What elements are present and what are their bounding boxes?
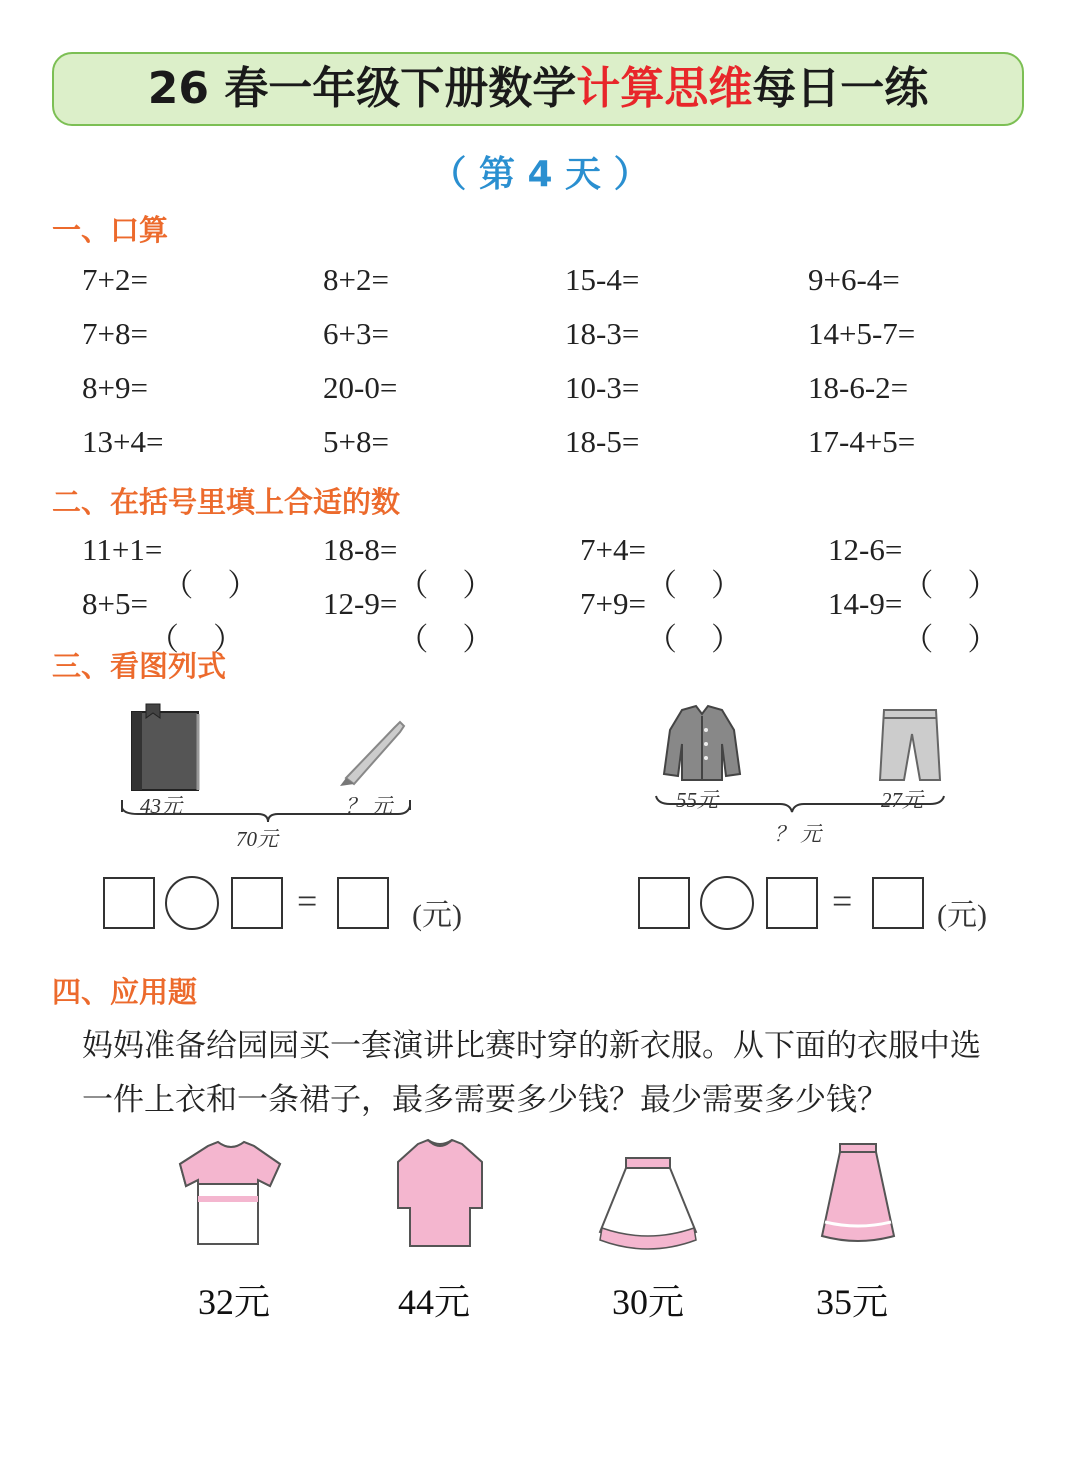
equals-sign: = (832, 881, 853, 921)
left-label-a: 43元 (140, 794, 182, 818)
right-label-b: 27元 (881, 788, 923, 812)
section-application-heading: 四、应用题 (52, 975, 198, 1009)
problem-line-2: 一件上衣和一条裙子，最多需要多少钱？最少需要多少钱？ (82, 1082, 888, 1118)
tshirt-white-icon (178, 1140, 284, 1250)
skirt-ruffled-icon (596, 1154, 700, 1250)
fill-expression: 8+5= (82, 586, 148, 621)
problem-line-1: 妈妈准备给园园买一套演讲比赛时穿的新衣服。从下面的衣服中选 (82, 1028, 981, 1064)
tshirt-pink-icon (394, 1138, 486, 1250)
title-highlight: 计算思维 (576, 63, 753, 114)
fill-expression: 14-9= (828, 586, 903, 621)
price-tshirt-white: 32元 (198, 1282, 271, 1322)
fill-expression: 12-6= (828, 532, 903, 567)
unit-label: (元) (937, 899, 987, 932)
right-label-total: ？ 元 (774, 822, 822, 846)
fill-expression: 7+9= (580, 586, 646, 621)
title-part3: 每日一练 (752, 63, 929, 114)
oral-problem: 5+8= (323, 424, 389, 459)
fill-problem (828, 532, 998, 568)
oral-problem: 18-6-2= (808, 370, 909, 405)
coat-icon (664, 706, 740, 780)
pen-icon (340, 722, 404, 786)
skirt-long-icon (818, 1140, 898, 1250)
oral-problem: 6+3= (323, 316, 389, 351)
oral-problem: 10-3= (565, 370, 640, 405)
trousers-icon (880, 710, 940, 780)
fill-expression: 18-8= (323, 532, 398, 567)
day-label: （ 第 4 天 ） (430, 154, 650, 195)
fill-problem (580, 532, 742, 568)
section-oral-heading: 一、口算 (52, 213, 169, 247)
title-banner (52, 52, 1024, 126)
oral-problem: 8+2= (323, 262, 389, 297)
book-icon (132, 704, 198, 790)
fill-problem (580, 586, 742, 622)
oral-problem: 7+2= (82, 262, 148, 297)
answer-box[interactable] (872, 877, 924, 929)
oral-problem: 17-4+5= (808, 424, 916, 459)
answer-box[interactable] (766, 877, 818, 929)
fill-problem (323, 532, 493, 568)
left-label-total: 70元 (236, 827, 278, 851)
price-tshirt-pink: 44元 (398, 1282, 471, 1322)
fill-problem (323, 586, 493, 622)
operator-circle[interactable] (165, 876, 219, 930)
section-fill-heading: 二、在括号里填上合适的数 (52, 485, 401, 519)
oral-problem: 15-4= (565, 262, 640, 297)
oral-problem: 14+5-7= (808, 316, 916, 351)
oral-problem: 18-5= (565, 424, 640, 459)
oral-problem: 20-0= (323, 370, 398, 405)
fill-problem (828, 586, 998, 622)
answer-box[interactable] (337, 877, 389, 929)
answer-box[interactable] (638, 877, 690, 929)
answer-box[interactable] (103, 877, 155, 929)
fill-expression: 12-9= (323, 586, 398, 621)
oral-problem: 7+8= (82, 316, 148, 351)
oral-problem: 18-3= (565, 316, 640, 351)
price-skirt-ruffled: 30元 (612, 1282, 685, 1322)
fill-expression: 11+1= (82, 532, 163, 567)
fill-expression: 7+4= (580, 532, 646, 567)
oral-problem: 13+4= (82, 424, 164, 459)
answer-box[interactable] (231, 877, 283, 929)
left-label-b: ？ 元 (345, 794, 393, 818)
title-part1: 26 春一年级下册数学 (147, 63, 577, 114)
section-picture-heading: 三、看图列式 (52, 649, 227, 683)
oral-problem: 9+6-4= (808, 262, 900, 297)
oral-problem: 8+9= (82, 370, 148, 405)
fill-problem (82, 532, 258, 568)
price-skirt-long: 35元 (816, 1282, 889, 1322)
unit-label: (元) (412, 899, 462, 932)
operator-circle[interactable] (700, 876, 754, 930)
equals-sign: = (297, 881, 318, 921)
fill-problem (82, 586, 244, 622)
right-label-a: 55元 (676, 788, 718, 812)
